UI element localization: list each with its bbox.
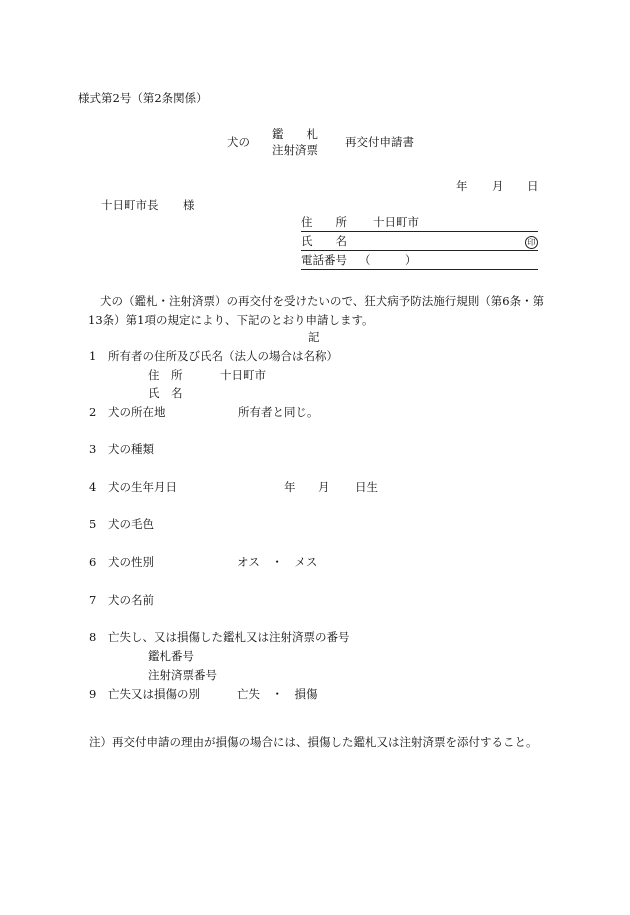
date-month: 月 bbox=[492, 179, 504, 193]
item-6-label: 犬の性別 bbox=[108, 555, 154, 569]
addressee-name: 十日町市長 bbox=[101, 198, 159, 212]
title-prefix: 犬の bbox=[227, 135, 250, 149]
item-9-num: 9 bbox=[89, 687, 97, 701]
ki-heading: 記 bbox=[308, 330, 320, 344]
title-choice-top: 鑑 札 bbox=[272, 127, 318, 141]
seal-mark: 印 bbox=[525, 236, 538, 249]
item-5-label: 犬の毛色 bbox=[108, 517, 154, 531]
item-1-num: 1 bbox=[89, 349, 97, 363]
item-6-options: オス ・ メス bbox=[237, 555, 318, 569]
item-7-label: 犬の名前 bbox=[108, 593, 154, 607]
item-3-num: 3 bbox=[89, 442, 97, 456]
addressee-honorific: 様 bbox=[183, 198, 195, 212]
date-year: 年 bbox=[456, 179, 468, 193]
item-4-year: 年 bbox=[284, 480, 296, 494]
phone-paren: （ ） bbox=[359, 253, 417, 267]
item-4-label: 犬の生年月日 bbox=[108, 480, 177, 494]
applicant-address-row bbox=[301, 216, 538, 232]
date-day: 日 bbox=[527, 179, 539, 193]
item-1-label: 所有者の住所及び氏名（法人の場合は名称） bbox=[108, 349, 338, 363]
item-1-address-value: 十日町市 bbox=[220, 368, 266, 382]
item-1-address-label: 住 所 bbox=[148, 368, 183, 382]
item-3-label: 犬の種類 bbox=[108, 442, 154, 456]
item-5-num: 5 bbox=[89, 517, 97, 531]
address-label: 住 所 bbox=[301, 215, 347, 229]
item-1-name-label: 氏 名 bbox=[148, 386, 183, 400]
item-9-label: 亡失又は損傷の別 bbox=[108, 687, 200, 701]
title-choice-bottom: 注射済票 bbox=[272, 143, 318, 157]
item-4-num: 4 bbox=[89, 480, 97, 494]
item-4-day: 日生 bbox=[355, 480, 378, 494]
item-8-sub-tag: 注射済票番号 bbox=[148, 668, 217, 682]
phone-label: 電話番号 bbox=[301, 253, 347, 267]
body-text: 犬の（鑑札・注射済票）の再交付を受けたいので、狂犬病予防法施行規則（第6条・第13条）第1項の規定により、下記のとおり申請します。 bbox=[88, 294, 545, 327]
name-label: 氏 名 bbox=[301, 234, 347, 248]
applicant-phone-row bbox=[301, 254, 538, 270]
item-8-sub-license: 鑑札番号 bbox=[148, 649, 194, 663]
item-9-options: 亡失 ・ 損傷 bbox=[237, 687, 318, 701]
item-8-num: 8 bbox=[89, 630, 97, 644]
item-4-month: 月 bbox=[318, 480, 330, 494]
title-suffix: 再交付申請書 bbox=[345, 135, 414, 149]
item-7-num: 7 bbox=[89, 593, 97, 607]
applicant-name-row bbox=[301, 235, 538, 251]
item-2-num: 2 bbox=[89, 405, 97, 419]
form-id: 様式第2号（第2条関係） bbox=[78, 91, 208, 105]
item-2-value: 所有者と同じ。 bbox=[238, 405, 319, 419]
item-2-label: 犬の所在地 bbox=[108, 405, 166, 419]
item-8-label: 亡失し、又は損傷した鑑札又は注射済票の番号 bbox=[108, 630, 350, 644]
item-6-num: 6 bbox=[89, 555, 97, 569]
address-value: 十日町市 bbox=[373, 215, 419, 229]
footnote: 注）再交付申請の理由が損傷の場合には、損傷した鑑札又は注射済票を添付すること。 bbox=[89, 735, 538, 749]
